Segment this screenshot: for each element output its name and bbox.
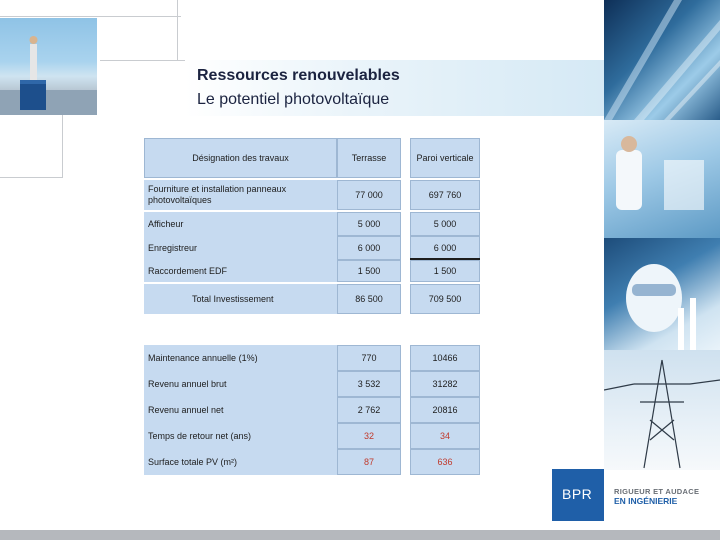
row-paroi-value: 34 [410, 423, 480, 449]
row-paroi-value: 636 [410, 449, 480, 475]
row-terrasse-value: 770 [337, 345, 401, 371]
row-paroi-value: 1 500 [410, 260, 480, 282]
divider [410, 258, 480, 260]
total-label: Total Investissement [144, 284, 337, 314]
header-paroi: Paroi verticale [410, 138, 480, 178]
row-label: Enregistreur [144, 236, 337, 260]
row-paroi-value: 6 000 [410, 236, 480, 260]
frame-line [0, 16, 181, 17]
row-label: Revenu annuel brut [144, 371, 337, 397]
scientist-photo [604, 238, 720, 350]
row-terrasse-value: 3 532 [337, 371, 401, 397]
row-label: Surface totale PV (m²) [144, 449, 337, 475]
row-paroi-value: 697 760 [410, 180, 480, 210]
row-terrasse-value: 2 762 [337, 397, 401, 423]
row-terrasse-value: 1 500 [337, 260, 401, 282]
logo-tagline-2: EN INGÉNIERIE [614, 496, 678, 506]
row-label: Afficheur [144, 212, 337, 236]
footer-bar [0, 530, 720, 540]
row-paroi-value: 31282 [410, 371, 480, 397]
photo-strip [604, 0, 720, 540]
row-label: Revenu annuel net [144, 397, 337, 423]
row-label: Raccordement EDF [144, 260, 337, 282]
frame-line [0, 177, 63, 178]
total-paroi-value: 709 500 [410, 284, 480, 314]
slide-title: Ressources renouvelables [197, 67, 400, 84]
header-terrasse: Terrasse [337, 138, 401, 178]
row-label: Fourniture et installation panneaux photovoltaïques [144, 180, 337, 210]
header-designation: Désignation des travaux [144, 138, 337, 178]
row-terrasse-value: 87 [337, 449, 401, 475]
row-paroi-value: 10466 [410, 345, 480, 371]
logo-mark: BPR [562, 486, 593, 502]
total-terrasse-value: 86 500 [337, 284, 401, 314]
row-label: Maintenance annuelle (1%) [144, 345, 337, 371]
row-terrasse-value: 5 000 [337, 212, 401, 236]
power-pylon-photo [604, 350, 720, 470]
glass-building-photo [604, 0, 720, 120]
frame-line [177, 0, 178, 60]
row-terrasse-value: 6 000 [337, 236, 401, 260]
lab-worker-photo [604, 120, 720, 238]
logo-tagline: RIGUEUR ET AUDACE [614, 487, 700, 496]
row-terrasse-value: 77 000 [337, 180, 401, 210]
man-on-pedestal-photo [0, 18, 97, 115]
row-label: Temps de retour net (ans) [144, 423, 337, 449]
row-terrasse-value: 32 [337, 423, 401, 449]
row-paroi-value: 20816 [410, 397, 480, 423]
slide-subtitle: Le potentiel photovoltaïque [197, 91, 390, 108]
row-paroi-value: 5 000 [410, 212, 480, 236]
